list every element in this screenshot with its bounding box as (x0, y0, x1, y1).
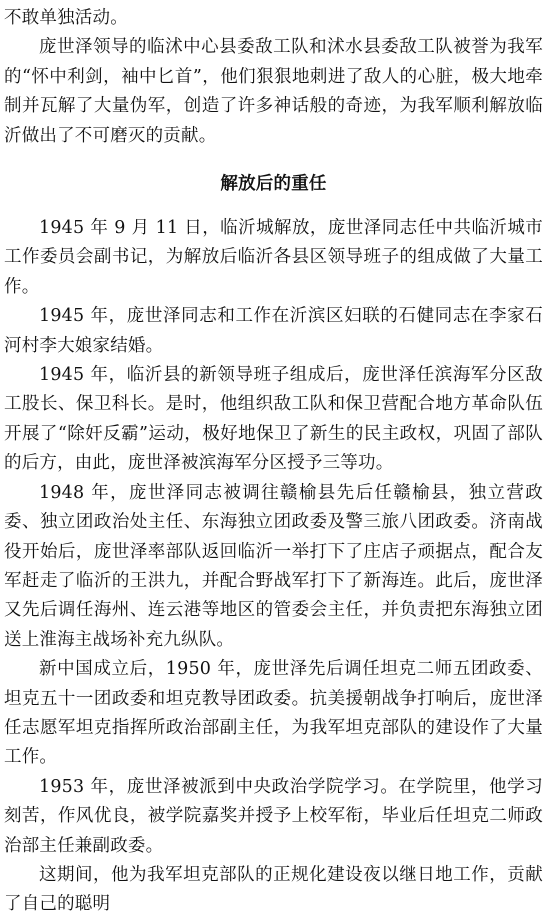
paragraph-1948: 1948 年，庞世泽同志被调往赣榆县先后任赣榆县，独立营政委、独立团政治处主任、东海独立团政委及警三旅八团政委。济南战役开始后，庞世泽率部队返回临沂一举打下了庄店子顽据点，配合友军赶走了临沂的王洪九，并配合野战军打下了新海连。此后，庞世泽又先后调任海州、连云港等地区的管委会主任，并负责把东海独立团送上淮海主战场补充九纵队。 (4, 482, 543, 650)
paragraph-1953: 1953 年，庞世泽被派到中央政治学院学习。在学院里，他学习刻苦，作风优良，被学院嘉奖并授予上校军衔，毕业后任坦克二师政治部主任兼副政委。 (4, 776, 543, 856)
paragraph-1945-leadership: 1945 年，临沂县的新领导班子组成后，庞世泽任滨海军分区敌工股长、保卫科长。是时，他组织敌工队和保卫营配合地方革命队伍开展了“除奸反霸”运动，极好地保卫了新生的民主政权，巩固了部队的后方，由此，庞世泽被滨海军分区授予三等功。 (4, 365, 543, 474)
paragraph-praise: 庞世泽领导的临沭中心县委敌工队和沭水县委敌工队被誉为我军的“怀中利剑，袖中匕首”，他们狠狠地刺进了敌人的心脏，极大地牵制并瓦解了大量伪军，创造了许多神话般的奇迹，为我军顺利解放临沂做出了不可磨灭的贡献。 (4, 37, 543, 146)
paragraph-1950: 新中国成立后，1950 年，庞世泽先后调任坦克二师五团政委、坦克五十一团政委和坦克教导团政委。抗美援朝战争打响后，庞世泽任志愿军坦克指挥所政治部副主任，为我军坦克部队的建设作了大量工作。 (4, 659, 543, 768)
paragraph-continuing: 这期间，他为我军坦克部队的正规化建设夜以继日地工作，贡献了自己的聪明 (4, 864, 543, 915)
paragraph-1945-sept: 1945 年 9 月 11 日，临沂城解放，庞世泽同志任中共临沂城市工作委员会副书记，为解放后临沂各县区领导班子的组成做了大量工作。 (4, 218, 543, 297)
paragraph-continuation: 不敢单独活动。 (4, 8, 128, 28)
paragraph-1945-marriage: 1945 年，庞世泽同志和工作在沂滨区妇联的石健同志在李家石河村李大娘家结婚。 (4, 306, 543, 356)
section-heading: 解放后的重任 (220, 174, 327, 195)
